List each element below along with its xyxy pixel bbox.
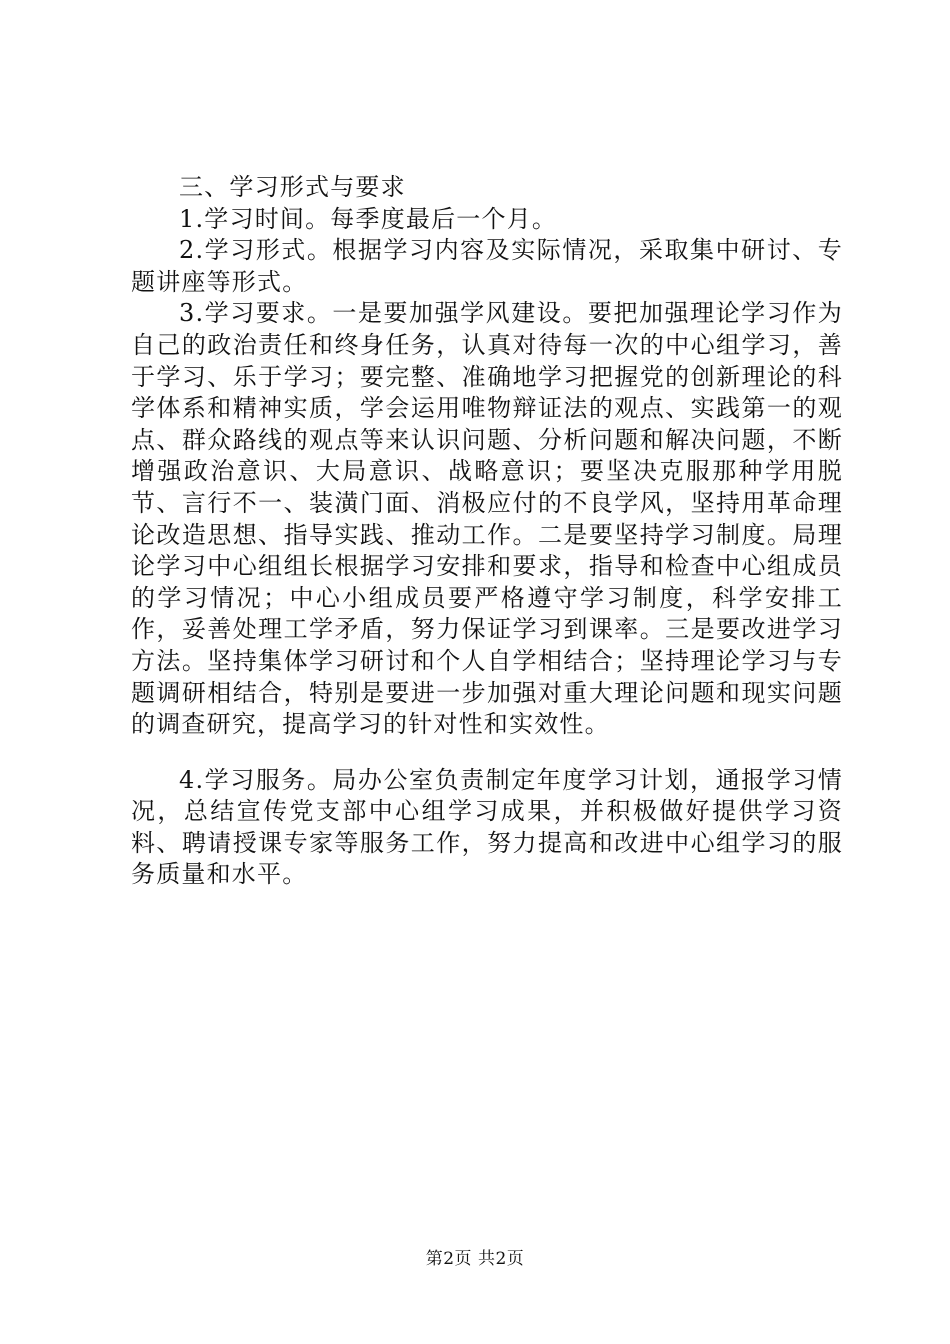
page-number-footer: 第2页 共2页 [425,1249,525,1269]
paragraph-spacer [131,741,843,765]
paragraph-study-form: 2.学习形式。根据学习内容及实际情况，采取集中研讨、专题讲座等形式。 [131,236,843,296]
paragraph-study-requirements: 3.学习要求。一是要加强学风建设。要把加强理论学习作为自己的政治责任和终身任务，认真对待每一次的中心组学习，善于学习、乐于学习；要完整、准确地学习把握党的创新理论的科学体系和精神实质，学会运用唯物辩证法的观点、实践第一的观点、群众路线的观点等来认识问题、分析问题和解决问题，不断增强政治意识、大局意识、战略意识；要坚决克服那种学用脱节、言行不一、装潢门面、消极应付的不良学风，坚持用革命理论改造思想、指导实践、推动工作。二是要坚持学习制度。局理论学习中心组组长根据学习安排和要求，指导和检查中心组成员的学习情况；中心小组成员要严格遵守学习制度，科学安排工作，妥善处理工学矛盾，努力保证学习到课率。三是要改进学习方法。坚持集体学习研讨和个人自学相结合；坚持理论学习与专题调研相结合，特别是要进一步加强对重大理论问题和现实问题的调查研究，提高学习的针对性和实效性。 [131,299,843,739]
paragraph-study-service: 4.学习服务。局办公室负责制定年度学习计划，通报学习情况，总结宣传党支部中心组学习成果，并积极做好提供学习资料、聘请授课专家等服务工作，努力提高和改进中心组学习的服务质量和水平。 [131,765,843,889]
document-body [131,172,843,891]
paragraph-study-time: 1.学习时间。每季度最后一个月。 [179,204,558,233]
section-heading: 三、学习形式与要求 [179,173,406,201]
